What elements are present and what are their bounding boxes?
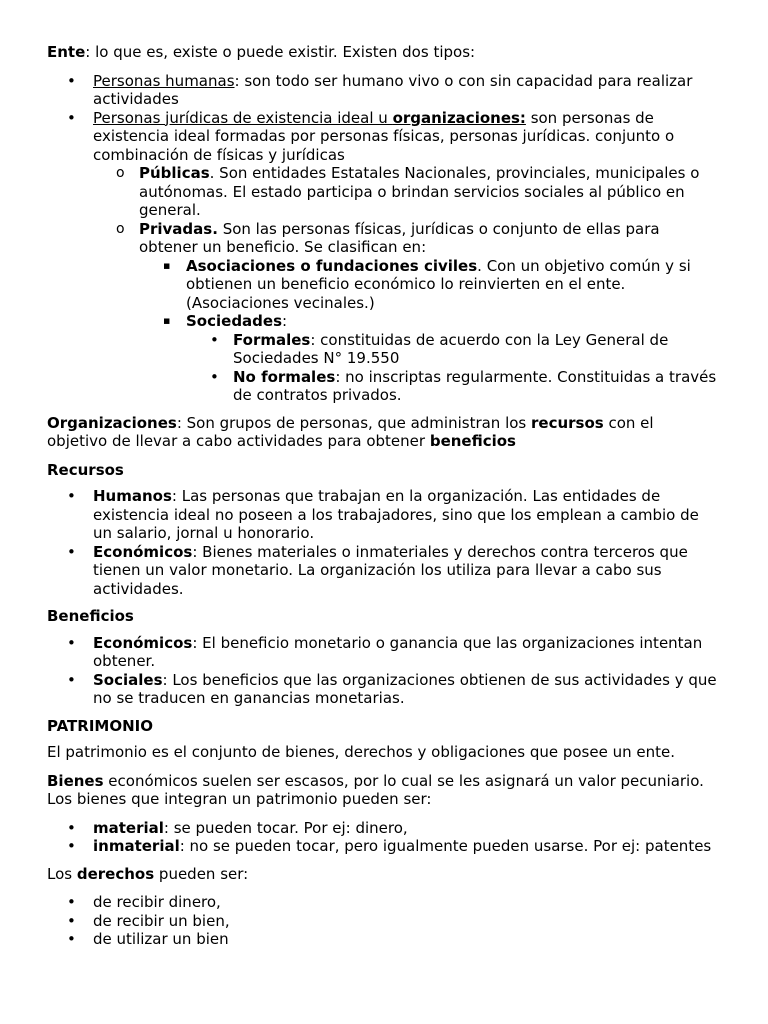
personas-juridicas-text: son personas de existencia ideal formadas por personas físicas, personas jurídicas. conjunto o combinación de físicas y jurídicas [93, 108, 675, 164]
material-term: material [93, 818, 164, 837]
derechos-suffix: pueden ser: [154, 864, 249, 883]
list-item-personas-humanas [47, 72, 718, 109]
bullet-marker: • [67, 108, 76, 127]
circle-marker: o [116, 165, 125, 181]
beneficios-heading: Beneficios [47, 607, 134, 625]
privadas-classes-list [139, 257, 718, 405]
asociaciones-term: Asociaciones o fundaciones civiles [186, 256, 478, 275]
patrimonio-definition: El patrimonio es el conjunto de bienes, derechos y obligaciones que posee un ente. [47, 743, 675, 761]
publicas-text: . Son entidades Estatales Nacionales, provinciales, municipales o autónomas. El estado participa o brindan servicios sociales al público en general. [139, 164, 700, 219]
sociedades-kinds-list [186, 331, 718, 405]
sociedades-text: : [282, 312, 288, 330]
bullet-marker: • [67, 71, 76, 90]
bienes-text: económicos suelen ser escasos, por lo cual se les asignará un valor pecuniario. Los bienes que integran un patrimonio pueden ser: [47, 771, 704, 808]
derechos-paragraph [47, 865, 718, 884]
list-item-material [47, 819, 718, 838]
economicos-beneficio-text: : El beneficio monetario o ganancia que las organizaciones intentan obtener. [93, 633, 703, 670]
formales-term: Formales [233, 330, 311, 349]
privadas-text: Son las personas físicas, jurídicas o conjunto de ellas para obtener un beneficio. Se clasifican en: [139, 219, 660, 256]
juridicas-subtypes-list [93, 164, 718, 405]
personas-humanas-text: : son todo ser humano vivo o con sin capacidad para realizar actividades [93, 71, 693, 108]
bullet-marker: • [67, 818, 76, 837]
list-item-derecho [47, 930, 718, 949]
organizaciones-definition [47, 414, 718, 451]
list-item-economicos-beneficios [47, 634, 718, 671]
recursos-list [47, 487, 718, 598]
personas-juridicas-term: Personas jurídicas de existencia ideal u [93, 108, 393, 127]
list-item-derecho [47, 893, 718, 912]
bullet-marker: • [67, 930, 76, 948]
ente-types-list [47, 72, 718, 405]
bienes-term: Bienes [47, 771, 104, 790]
no-formales-term: No formales [233, 367, 336, 386]
economicos-beneficio-term: Económicos [93, 633, 193, 652]
bullet-marker: • [67, 670, 76, 689]
organizaciones-text-2: con el objetivo de llevar a cabo actividades para obtener [47, 413, 654, 450]
bullet-marker: • [67, 911, 76, 930]
list-item-economicos-recursos [47, 543, 718, 599]
list-item-inmaterial [47, 837, 718, 856]
bullet-marker: • [67, 633, 76, 652]
organizaciones-term: organizaciones: [392, 108, 526, 127]
derechos-prefix: Los [47, 864, 77, 883]
derechos-list [47, 893, 718, 949]
inmaterial-text: : no se pueden tocar, pero igualmente pueden usarse. Por ej: patentes [179, 837, 712, 855]
sociedades-term: Sociedades [186, 312, 283, 330]
derecho-text: de utilizar un bien [93, 930, 229, 948]
list-item-personas-juridicas [47, 109, 718, 405]
sociales-text: : Los beneficios que las organizaciones obtienen de sus actividades y que no se traducen en ganancias monetarias. [93, 670, 717, 707]
ente-term: Ente [47, 43, 86, 61]
asociaciones-text: . Con un objetivo común y si obtienen un beneficio económico lo reinvierten en el ente. (Asociaciones vecinales.) [186, 256, 691, 312]
list-item-derecho [47, 912, 718, 931]
bullet-marker: • [210, 367, 219, 386]
circle-marker: o [116, 220, 125, 237]
list-item-publicas [93, 164, 718, 220]
organizaciones-heading-term: Organizaciones [47, 413, 177, 432]
bullet-marker: • [67, 837, 76, 855]
recursos-keyword: recursos [531, 413, 604, 432]
privadas-term: Privadas. [139, 219, 218, 238]
list-item-formales [186, 331, 718, 368]
square-marker: ▪ [163, 314, 171, 327]
derecho-text: de recibir dinero, [93, 893, 221, 911]
beneficios-keyword: beneficios [429, 432, 516, 450]
no-formales-text: : no inscriptas regularmente. Constituidas a través de contratos privados. [233, 367, 717, 404]
publicas-term: Públicas [139, 164, 210, 182]
list-item-sociedades [139, 312, 718, 405]
bullet-marker: • [210, 330, 219, 349]
list-item-asociaciones [139, 257, 718, 313]
bienes-list [47, 819, 718, 856]
beneficios-list [47, 634, 718, 708]
formales-text: : constituidas de acuerdo con la Ley General de Sociedades N° 19.550 [233, 330, 669, 367]
inmaterial-term: inmaterial [93, 837, 180, 855]
humanos-text: : Las personas que trabajan en la organización. Las entidades de existencia ideal no poseen a los trabajadores, sino que los emplean a cambio de un salario, jornal u honorario. [93, 487, 699, 542]
bullet-marker: • [67, 542, 76, 561]
recursos-heading: Recursos [47, 460, 124, 479]
sociales-term: Sociales [93, 670, 163, 689]
patrimonio-heading: PATRIMONIO [47, 716, 153, 735]
bienes-paragraph [47, 772, 718, 809]
economicos-term: Económicos [93, 542, 193, 561]
list-item-no-formales [186, 368, 718, 405]
bullet-marker: • [67, 487, 76, 505]
bullet-marker: • [67, 893, 76, 911]
ente-definition [47, 43, 718, 62]
derechos-term: derechos [76, 864, 155, 883]
list-item-humanos [47, 487, 718, 543]
list-item-sociales [47, 671, 718, 708]
humanos-term: Humanos [93, 487, 172, 505]
square-marker: ▪ [163, 258, 171, 272]
personas-humanas-term: Personas humanas [93, 71, 235, 90]
list-item-privadas [93, 220, 718, 405]
ente-definition-text: : lo que es, existe o puede existir. Existen dos tipos: [85, 43, 476, 61]
material-text: : se pueden tocar. Por ej: dinero, [163, 818, 408, 837]
organizaciones-text-1: : Son grupos de personas, que administran los [176, 413, 532, 432]
economicos-text: : Bienes materiales o inmateriales y derechos contra terceros que tienen un valor monetario. La organización los utiliza para llevar a cabo sus actividades. [93, 542, 688, 598]
derecho-text: de recibir un bien, [93, 911, 230, 930]
